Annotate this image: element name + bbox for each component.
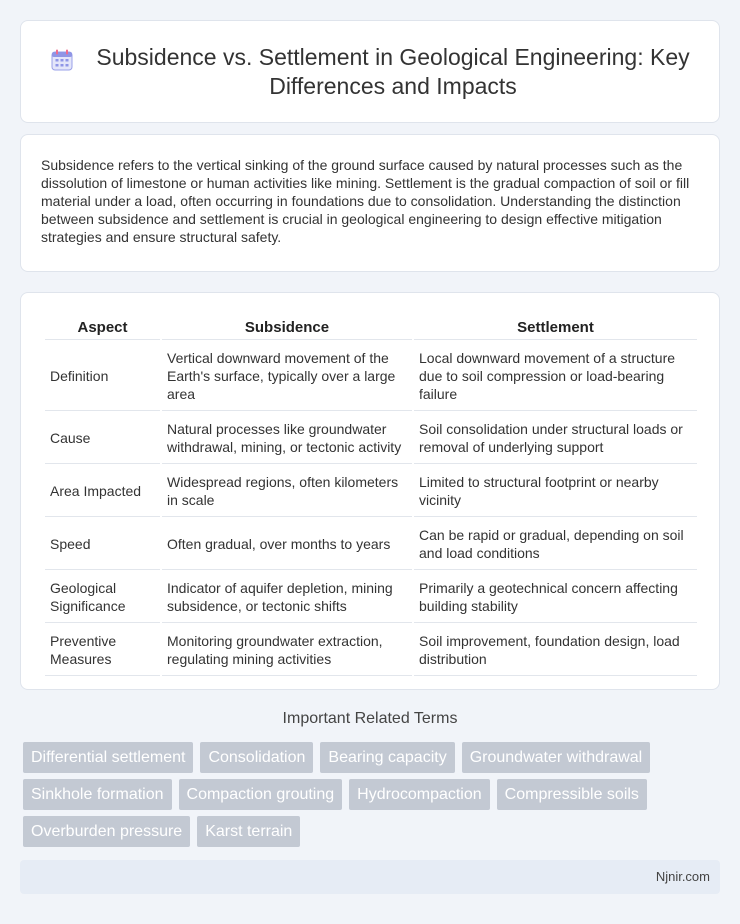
footer <box>20 860 720 894</box>
related-term-tag[interactable]: Consolidation <box>200 742 313 773</box>
row-settlement: Primarily a geotechnical concern affecting building stability <box>414 572 697 623</box>
table-header-row <box>45 315 697 340</box>
title-wrap <box>50 43 690 101</box>
related-term-tag[interactable]: Bearing capacity <box>320 742 454 773</box>
related-term-tag[interactable]: Compaction grouting <box>179 779 343 810</box>
row-settlement: Soil consolidation under structural loads or removal of underlying support <box>414 413 697 464</box>
row-settlement: Can be rapid or gradual, depending on soil and load conditions <box>414 519 697 570</box>
related-terms-title: Important Related Terms <box>282 710 458 727</box>
row-aspect: Geological Significance <box>45 572 160 623</box>
comparison-table <box>43 313 699 678</box>
related-term-tag[interactable]: Compressible soils <box>497 779 647 810</box>
calendar-icon <box>50 48 74 72</box>
table-row <box>45 519 697 570</box>
row-aspect: Definition <box>45 342 160 411</box>
row-settlement: Soil improvement, foundation design, load distribution <box>414 625 697 676</box>
row-subsidence: Widespread regions, often kilometers in scale <box>162 466 412 517</box>
related-term-tag[interactable]: Differential settlement <box>23 742 193 773</box>
row-aspect: Cause <box>45 413 160 464</box>
row-aspect: Preventive Measures <box>45 625 160 676</box>
table-row <box>45 572 697 623</box>
related-term-tag[interactable]: Hydrocompaction <box>349 779 490 810</box>
row-aspect: Speed <box>45 519 160 570</box>
intro-text: Subsidence refers to the vertical sinking of the ground surface caused by natural processes such as the dissolution of limestone or human activities like mining. Settlement is the gradual compaction of soil or fill material under a load, often occurring in foundations due to consolidation. Understanding the distinction between subsidence and settlement is crucial in geological engineering to design effective mitigation strategies and ensure structural safety. <box>41 157 690 245</box>
table-row <box>45 466 697 517</box>
intro-card <box>20 134 720 272</box>
row-settlement: Local downward movement of a structure due to soil compression or load-bearing failure <box>414 342 697 411</box>
title-card <box>20 20 720 123</box>
row-subsidence: Monitoring groundwater extraction, regulating mining activities <box>162 625 412 676</box>
row-subsidence: Vertical downward movement of the Earth's surface, typically over a large area <box>162 342 412 411</box>
table-row <box>45 625 697 676</box>
row-subsidence: Indicator of aquifer depletion, mining subsidence, or tectonic shifts <box>162 572 412 623</box>
table-row <box>45 342 697 411</box>
table-row <box>45 413 697 464</box>
header-subsidence: Subsidence <box>162 315 412 340</box>
row-settlement: Limited to structural footprint or nearby vicinity <box>414 466 697 517</box>
row-aspect: Area Impacted <box>45 466 160 517</box>
comparison-card <box>20 292 720 690</box>
related-term-tag[interactable]: Karst terrain <box>197 816 300 847</box>
related-term-tag[interactable]: Overburden pressure <box>23 816 190 847</box>
related-term-tag[interactable]: Sinkhole formation <box>23 779 172 810</box>
row-subsidence: Often gradual, over months to years <box>162 519 412 570</box>
related-term-tag[interactable]: Groundwater withdrawal <box>462 742 651 773</box>
page-title: Subsidence vs. Settlement in Geological Engineering: Key Differences and Impacts <box>96 43 690 99</box>
header-settlement: Settlement <box>414 315 697 340</box>
related-terms-list <box>23 742 723 853</box>
header-aspect: Aspect <box>45 315 160 340</box>
footer-site-link[interactable]: Njnir.com <box>655 869 710 884</box>
row-subsidence: Natural processes like groundwater withdrawal, mining, or tectonic activity <box>162 413 412 464</box>
